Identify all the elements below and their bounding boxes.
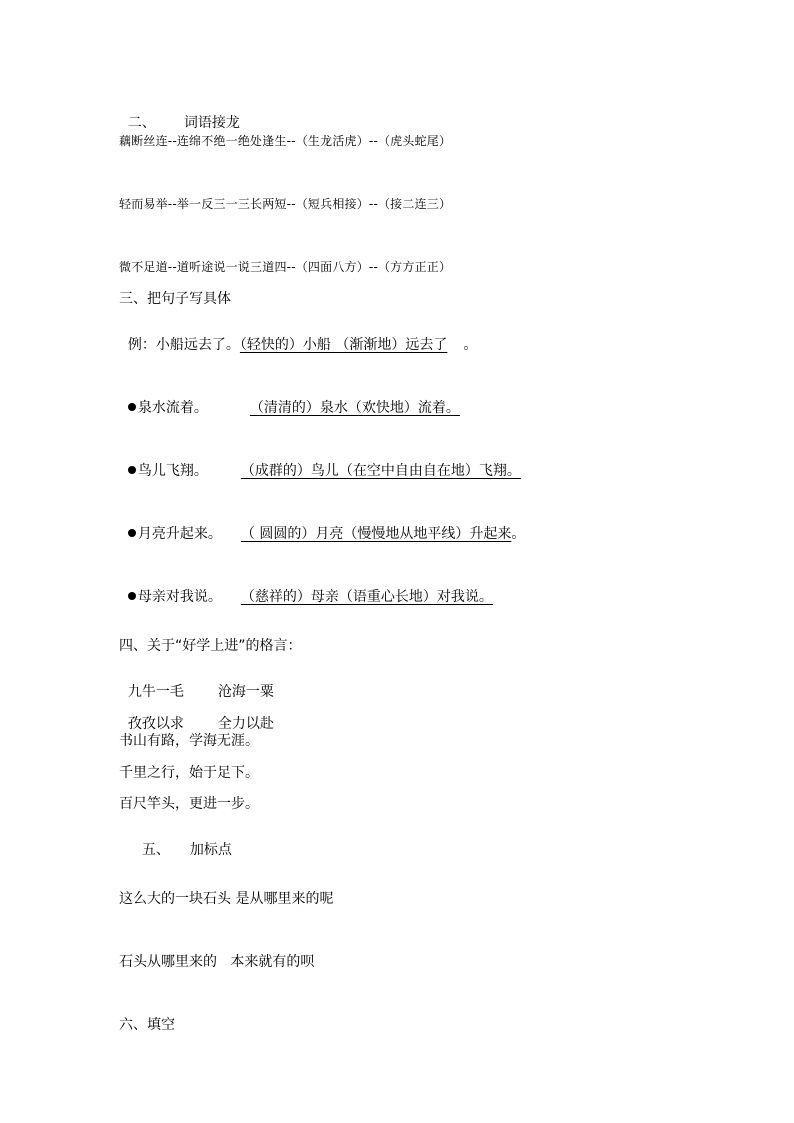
example-end: 。 xyxy=(463,337,478,353)
expand-answer: （成群的）鸟儿（在空中自由自在地）飞翔。 xyxy=(240,463,521,479)
example-prefix: 例：小船远去了。 xyxy=(127,337,240,353)
word-chain-2: 轻而易举--举一反三一三长两短--（短兵相接）--（接二连三） xyxy=(119,197,452,211)
section-two-title: 词语接龙 xyxy=(183,115,240,131)
section-five-title: 加标点 xyxy=(189,842,232,858)
bullet-icon xyxy=(128,529,136,537)
expand-end: 。 xyxy=(511,526,526,542)
section-five-heading xyxy=(133,829,232,857)
expand-prompt: 月亮升起来。 xyxy=(137,526,222,542)
expand-answer: （清清的）泉水（欢快地）流着。 xyxy=(249,400,460,416)
idiom-pair-2 xyxy=(119,703,274,731)
expand-item-1 xyxy=(119,387,460,415)
saying-1: 书山有路，学海无涯。 xyxy=(119,733,259,749)
section-four-heading: 四、关于“好学上进”的格言： xyxy=(119,638,302,654)
expand-prompt: 泉水流着。 xyxy=(137,400,208,416)
bullet-icon xyxy=(128,466,136,474)
expand-prompt: 母亲对我说。 xyxy=(137,589,222,605)
punctuation-sentence-1: 这么大的一块石头 是从哪里来的呢 xyxy=(119,891,334,907)
section-three-heading: 三、把句子写具体 xyxy=(119,291,231,307)
expand-answer: （慈祥的）母亲（语重心长地）对我说。 xyxy=(240,589,493,605)
section-five-number: 五、 xyxy=(141,842,170,858)
example-answer: （轻快的）小船 （渐渐地）远去了 xyxy=(239,337,448,353)
bullet-icon xyxy=(128,403,136,411)
saying-3: 百尺竿头，更进一步。 xyxy=(119,796,259,812)
expand-answer: （ 圆圆的）月亮（慢慢地从地平线）升起来 xyxy=(240,526,512,542)
idiom: 全力以赴 xyxy=(217,716,274,732)
punctuation-sentence-2: 石头从哪里来的 本来就有的呗 xyxy=(119,954,315,970)
idiom: 孜孜以求 xyxy=(127,716,184,732)
expand-prompt: 鸟儿飞翔。 xyxy=(137,463,208,479)
word-chain-3: 微不足道--道听途说一说三道四--（四面八方）--（方方正正） xyxy=(119,260,452,274)
expand-item-4 xyxy=(119,576,493,604)
bullet-icon xyxy=(128,592,136,600)
idiom-pair-1 xyxy=(119,671,274,699)
saying-2: 千里之行，始于足下。 xyxy=(119,765,259,781)
section-two-number: 二、 xyxy=(127,115,156,131)
example-sentence xyxy=(119,324,477,352)
expand-item-3 xyxy=(119,513,525,541)
expand-item-2 xyxy=(119,450,521,478)
section-six-heading: 六、填空 xyxy=(119,1017,175,1033)
section-two-heading xyxy=(119,102,240,130)
idiom: 沧海一粟 xyxy=(217,684,274,700)
word-chain-1: 藕断丝连--连绵不绝一绝处逢生--（生龙活虎）--（虎头蛇尾） xyxy=(119,134,452,148)
idiom: 九牛一毛 xyxy=(127,684,184,700)
